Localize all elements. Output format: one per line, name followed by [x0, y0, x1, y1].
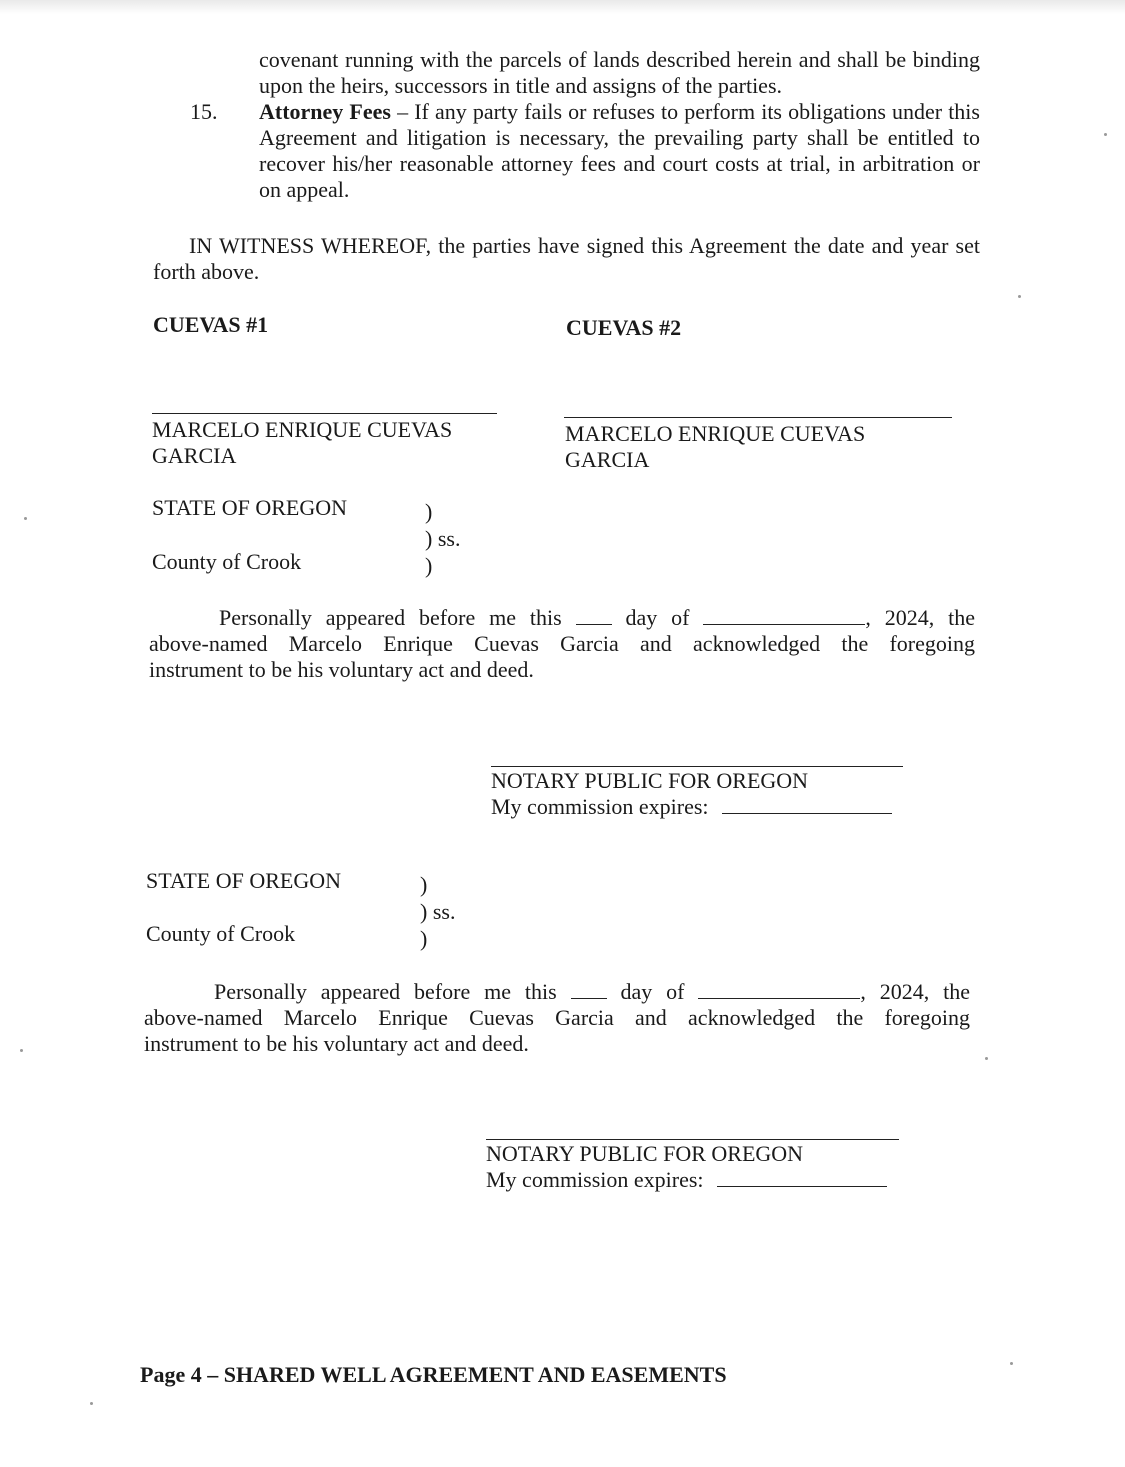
ack1-paren-bottom: ) [425, 553, 433, 578]
ack1-year-text: , 2024, the [865, 605, 975, 630]
ack2-paren-top: ) [420, 872, 428, 897]
ack2-county: County of Crook [146, 921, 296, 946]
ack2-line2: above-named Marcelo Enrique Cuevas Garcia and acknowledged the foregoing [144, 1005, 970, 1030]
ack2-paren-ss: ) ss. [420, 899, 456, 924]
scan-speck [1010, 1362, 1013, 1365]
scan-speck [20, 1049, 23, 1052]
covenant-paragraph: covenant running with the parcels of lands described herein and shall be binding upon the heirs, successors in title and assigns of the parties. [259, 47, 980, 98]
ack1-line2: above-named Marcelo Enrique Cuevas Garcia and acknowledged the foregoing [149, 631, 975, 656]
party1-name-line2: GARCIA [152, 443, 237, 468]
section-15-dash: – [390, 99, 415, 124]
ack2-state: STATE OF OREGON [146, 868, 342, 893]
party1-signature-line[interactable] [152, 413, 497, 414]
party2-name [565, 421, 865, 473]
section-15-body: If any party fails or refuses to perform its obligations under this Agreement and litigation is necessary, the prevailing party shall be entitled to recover his/her reasonable attorney fees and court costs at trial, in arbitration or on appeal. [259, 99, 980, 202]
ack2-commission-blank[interactable] [717, 1168, 887, 1187]
ack1-paragraph [149, 605, 975, 683]
party2-name-line1: MARCELO ENRIQUE CUEVAS [565, 421, 866, 446]
scan-speck [24, 517, 27, 520]
section-15-number: 15. [190, 99, 218, 124]
scan-speck [1104, 133, 1107, 136]
ack2-year-text: , 2024, the [860, 979, 970, 1004]
ack1-day-of-text: day of [625, 605, 690, 630]
ack1-appeared-text: Personally appeared before me this [219, 605, 562, 630]
ack1-commission-blank[interactable] [722, 795, 892, 814]
ack2-month-blank[interactable] [698, 980, 860, 999]
ack2-notary-title: NOTARY PUBLIC FOR OREGON [486, 1141, 804, 1166]
party1-name-line1: MARCELO ENRIQUE CUEVAS [152, 417, 453, 442]
scan-speck [985, 1057, 988, 1060]
party2-name-line2: GARCIA [565, 447, 650, 472]
scan-edge-shadow [0, 0, 1125, 14]
ack2-line1 [144, 979, 970, 1005]
witness-paragraph: IN WITNESS WHEREOF, the parties have signed this Agreement the date and year set forth above. [153, 233, 980, 284]
section-15-heading: Attorney Fees [259, 99, 391, 124]
ack1-paren-top: ) [425, 499, 433, 524]
ack2-paren-bottom: ) [420, 926, 428, 951]
party1-heading: CUEVAS #1 [153, 312, 269, 337]
ack1-day-blank[interactable] [576, 606, 612, 625]
page-footer: Page 4 – SHARED WELL AGREEMENT AND EASEMENTS [140, 1362, 727, 1387]
ack2-commission [486, 1167, 887, 1193]
ack1-commission [491, 794, 892, 820]
ack2-appeared-text: Personally appeared before me this [214, 979, 557, 1004]
ack1-notary-title: NOTARY PUBLIC FOR OREGON [491, 768, 809, 793]
ack1-line1 [149, 605, 975, 631]
section-15-paragraph [259, 99, 980, 203]
ack1-notary-signature-line[interactable] [491, 766, 903, 767]
party2-signature-line[interactable] [564, 417, 952, 418]
ack1-county: County of Crook [152, 549, 302, 574]
ack1-paren-ss: ) ss. [425, 526, 461, 551]
ack1-month-blank[interactable] [703, 606, 865, 625]
ack1-state: STATE OF OREGON [152, 495, 348, 520]
ack2-day-of-text: day of [620, 979, 685, 1004]
scan-speck [90, 1402, 93, 1405]
ack2-notary-signature-line[interactable] [486, 1139, 899, 1140]
ack2-line3: instrument to be his voluntary act and deed. [144, 1031, 529, 1056]
ack1-line3: instrument to be his voluntary act and deed. [149, 657, 534, 682]
ack2-paragraph [144, 979, 970, 1057]
party2-heading: CUEVAS #2 [566, 315, 682, 340]
ack2-day-blank[interactable] [571, 980, 607, 999]
scan-speck [1018, 295, 1021, 298]
ack2-commission-label: My commission expires: [486, 1167, 704, 1192]
party1-name [152, 417, 452, 469]
ack1-commission-label: My commission expires: [491, 794, 709, 819]
